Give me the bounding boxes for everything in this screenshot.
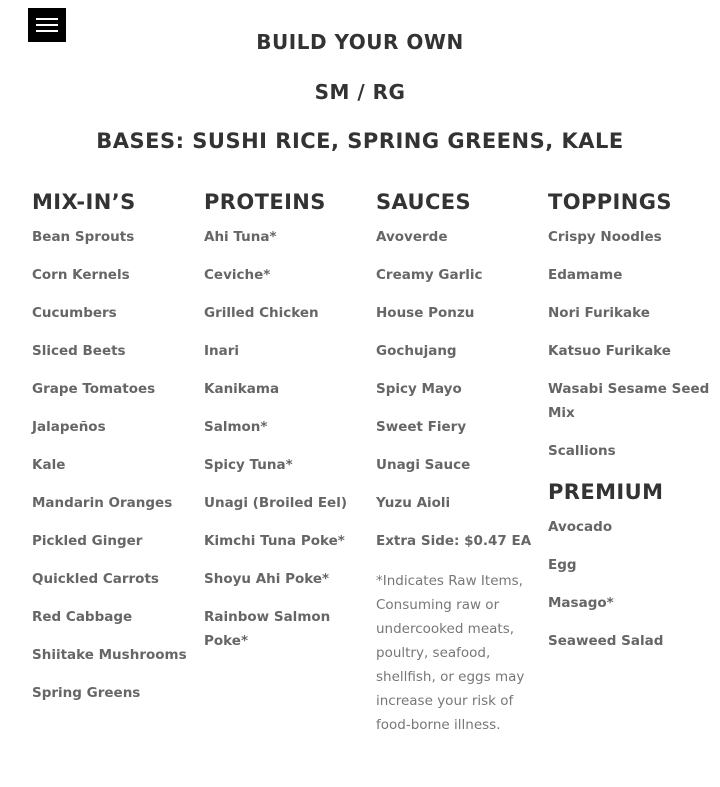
list-item: Salmon* — [204, 419, 268, 435]
toppings-heading: TOPPINGS — [548, 190, 672, 214]
list-item: Kale — [32, 457, 66, 473]
list-item: Creamy Garlic — [376, 267, 483, 283]
list-item: Rainbow Salmon Poke* — [204, 609, 331, 649]
mixins-heading: MIX-IN’S — [32, 190, 136, 214]
mixins-list — [32, 225, 197, 705]
list-item: Inari — [204, 343, 240, 359]
list-item: Nori Furikake — [548, 305, 650, 321]
toppings-list — [548, 225, 713, 463]
list-item: Wasabi Sesame Seed Mix — [548, 381, 710, 421]
sauces-column — [376, 187, 541, 737]
list-item: Extra Side: $0.47 EA — [376, 533, 532, 549]
list-item: Egg — [548, 557, 577, 573]
sauces-list — [376, 225, 541, 553]
list-item: Ceviche* — [204, 267, 271, 283]
list-item: Grilled Chicken — [204, 305, 319, 321]
page-title: BUILD YOUR OWN — [256, 30, 464, 54]
list-item: Kimchi Tuna Poke* — [204, 533, 345, 549]
list-item: Spicy Tuna* — [204, 457, 293, 473]
bases-heading: BASES: SUSHI RICE, SPRING GREENS, KALE — [96, 129, 624, 153]
premium-heading: PREMIUM — [548, 480, 664, 504]
list-item: Spicy Mayo — [376, 381, 462, 397]
list-item: Unagi Sauce — [376, 457, 471, 473]
list-item: Pickled Ginger — [32, 533, 143, 549]
list-item: Yuzu Aioli — [376, 495, 451, 511]
list-item: Kanikama — [204, 381, 280, 397]
toppings-column — [548, 187, 713, 667]
list-item: Spring Greens — [32, 685, 141, 701]
list-item: Unagi (Broiled Eel) — [204, 495, 348, 511]
list-item: Seaweed Salad — [548, 633, 664, 649]
list-item: Sliced Beets — [32, 343, 126, 359]
list-item: Grape Tomatoes — [32, 381, 156, 397]
sauces-heading: SAUCES — [376, 190, 472, 214]
premium-section — [548, 477, 713, 653]
list-item: Cucumbers — [32, 305, 117, 321]
list-item: Avocado — [548, 519, 613, 535]
list-item: Jalapeños — [32, 419, 106, 435]
proteins-column — [204, 187, 369, 667]
raw-items-disclaimer: *Indicates Raw Items, Consuming raw or undercooked meats, poultry, seafood, shellfish, or eggs may increase your risk of food-borne illness. — [376, 573, 525, 733]
list-item: Shiitake Mushrooms — [32, 647, 187, 663]
list-item: Shoyu Ahi Poke* — [204, 571, 330, 587]
list-item: Gochujang — [376, 343, 457, 359]
list-item: Crispy Noodles — [548, 229, 662, 245]
list-item: Sweet Fiery — [376, 419, 467, 435]
list-item: Masago* — [548, 595, 614, 611]
proteins-heading: PROTEINS — [204, 190, 326, 214]
list-item: Bean Sprouts — [32, 229, 135, 245]
list-item: Red Cabbage — [32, 609, 133, 625]
list-item: Quickled Carrots — [32, 571, 159, 587]
list-item: Corn Kernels — [32, 267, 130, 283]
list-item: Edamame — [548, 267, 623, 283]
list-item: Mandarin Oranges — [32, 495, 173, 511]
mixins-column — [32, 187, 197, 719]
list-item: Katsuo Furikake — [548, 343, 671, 359]
list-item: Avoverde — [376, 229, 448, 245]
list-item: House Ponzu — [376, 305, 475, 321]
list-item: Scallions — [548, 443, 616, 459]
proteins-list — [204, 225, 369, 653]
list-item: Ahi Tuna* — [204, 229, 277, 245]
premium-list — [548, 515, 713, 653]
size-options: SM / RG — [314, 80, 406, 104]
